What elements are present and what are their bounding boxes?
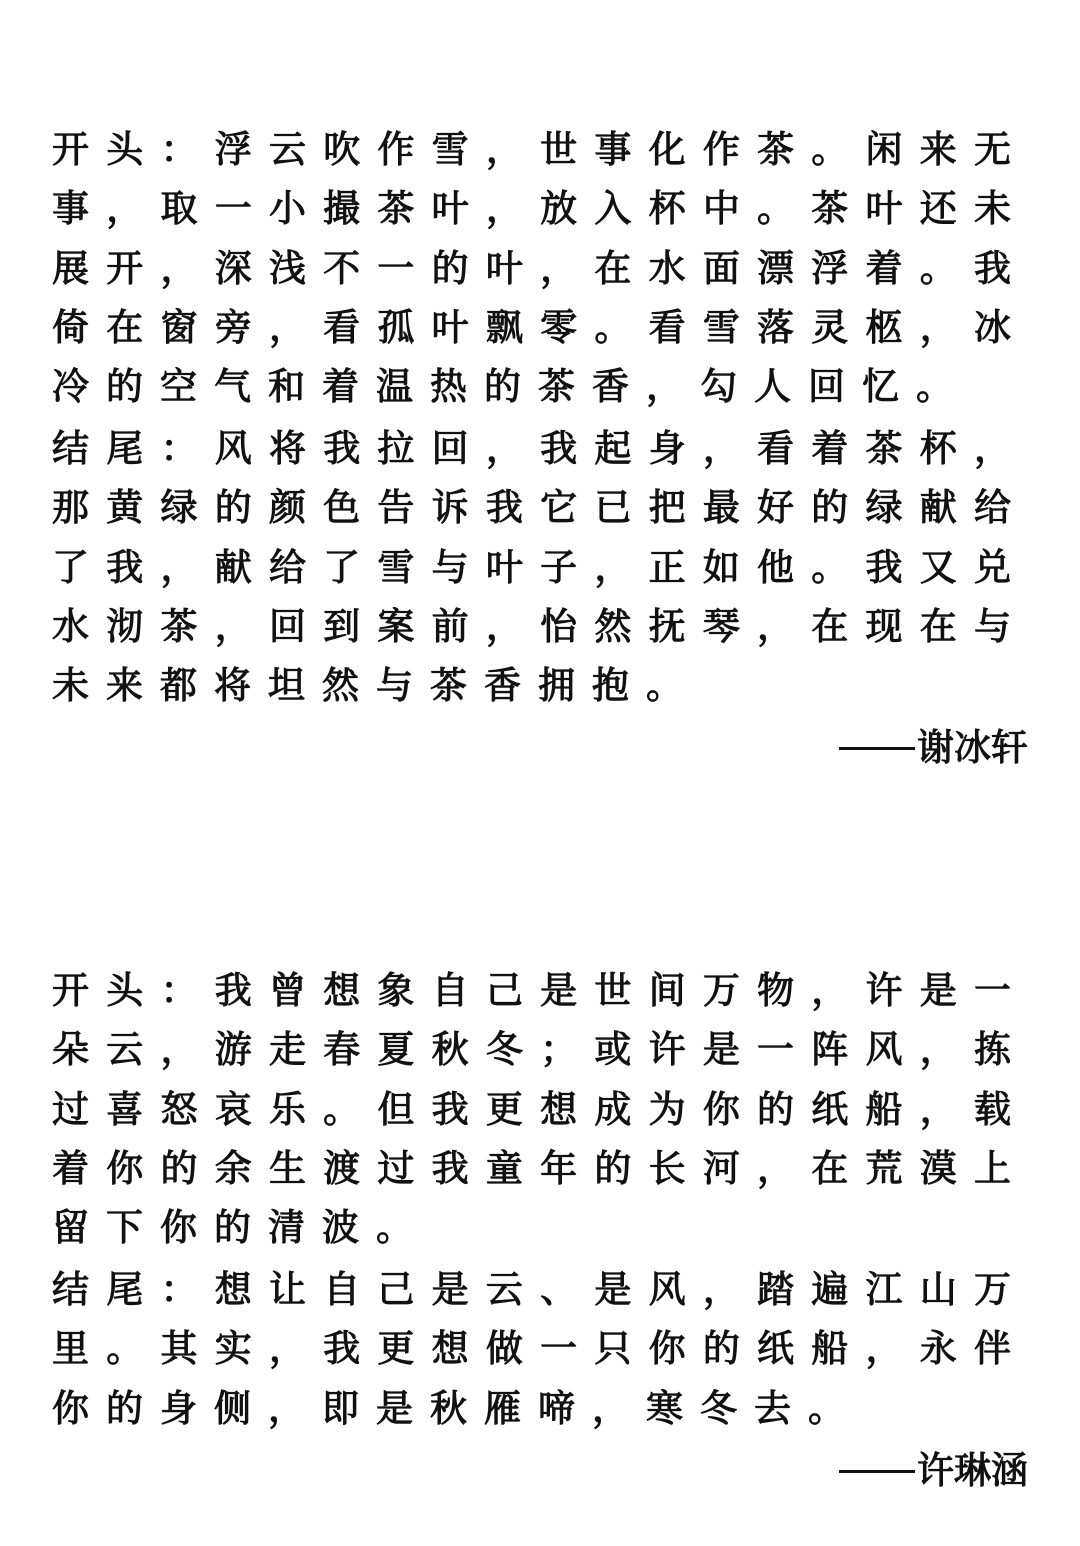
entry-1-opening-paragraph (52, 120, 1028, 416)
author-name: 许琳涵 (917, 1449, 1028, 1492)
closing-label: 结尾： (52, 1268, 215, 1311)
closing-text: 风将我拉回，我起身，看着茶杯，那黄绿的颜色告诉我它已把最好的绿献给了我，献给了雪与叶子，正如他。我又兑水沏茶，回到案前，怡然抚琴，在现在与未来都将坦然与茶香拥抱。 (52, 427, 1029, 708)
opening-label: 开头： (52, 969, 215, 1012)
entry-2-author-signature (839, 1441, 1028, 1500)
entry-1-author-signature (839, 718, 1028, 777)
opening-text: 我曾想象自己是世间万物，许是一朵云，游走春夏秋冬；或许是一阵风，拣过喜怒哀乐。但我更想成为你的纸船，载着你的余生渡过我童年的长河，在荒漠上留下你的清波。 (52, 969, 1029, 1250)
entry-2-opening-paragraph (52, 961, 1028, 1257)
closing-label: 结尾： (52, 427, 215, 470)
opening-text: 浮云吹作雪，世事化作茶。闲来无事，取一小撮茶叶，放入杯中。茶叶还未展开，深浅不一的叶，在水面漂浮着。我倚在窗旁，看孤叶飘零。看雪落灵柩，冰冷的空气和着温热的茶香，勾人回忆。 (52, 128, 1029, 409)
entry-2-closing-paragraph (52, 1260, 1028, 1438)
author-name: 谢冰轩 (917, 726, 1028, 769)
opening-label: 开头： (52, 128, 215, 171)
em-dash-line (839, 1470, 915, 1473)
closing-text: 想让自己是云、是风，踏遍江山万里。其实，我更想做一只你的纸船，永伴你的身侧，即是秋雁啼，寒冬去。 (52, 1268, 1029, 1430)
entry-1-closing-paragraph (52, 419, 1028, 715)
em-dash-line (839, 747, 915, 750)
